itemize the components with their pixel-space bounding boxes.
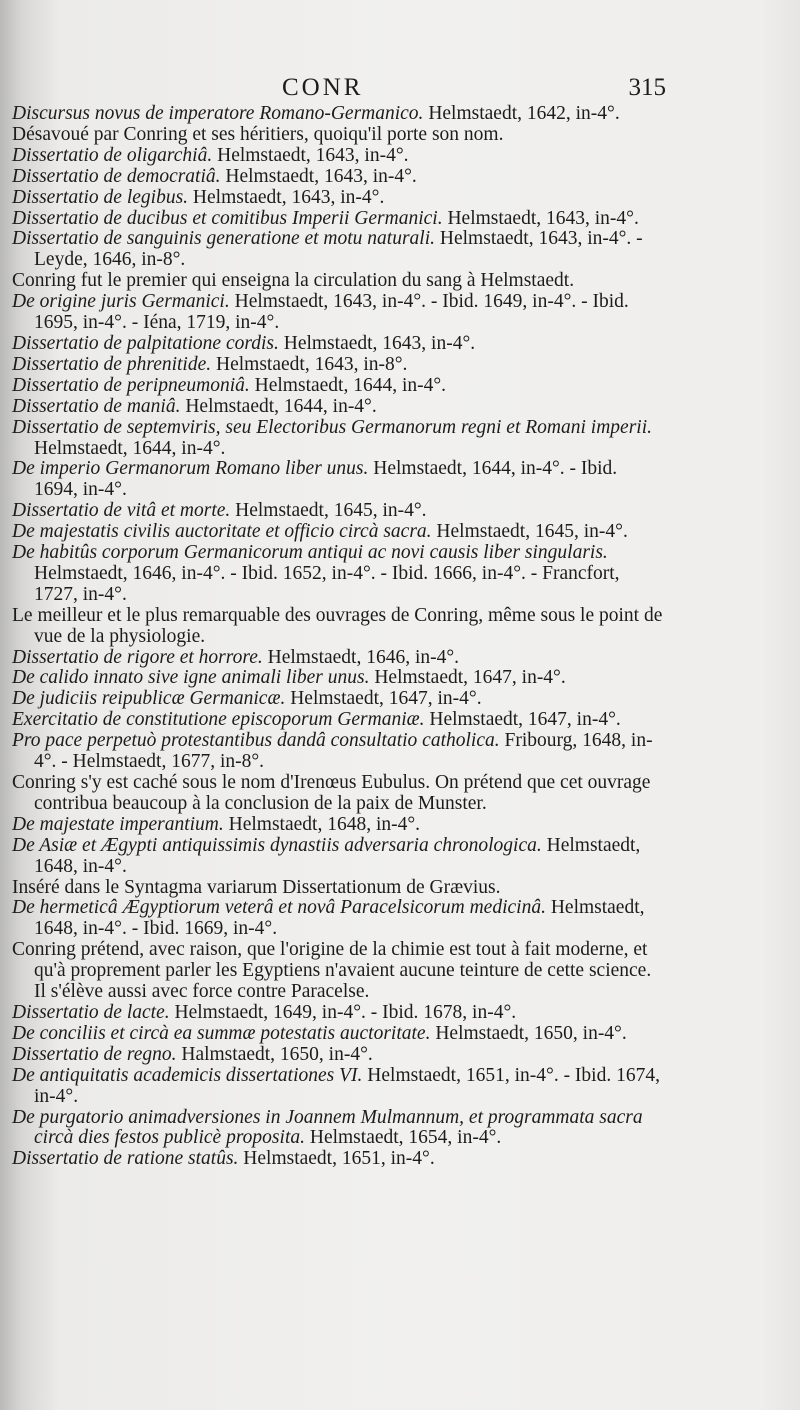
bibliography-entry bbox=[12, 543, 664, 606]
entry-details: Helmstaedt, 1647, in-4°. bbox=[285, 688, 482, 710]
bibliography-entry bbox=[12, 689, 664, 710]
bibliography-entry bbox=[12, 104, 664, 125]
entry-details: Helmstaedt, 1644, in-4°. - Ibid. 1694, in-4°. bbox=[34, 458, 618, 501]
entry-details: Le meilleur et le plus remarquable des ouvrages de Conring, même sous le point de vue de la physiologie. bbox=[12, 604, 663, 647]
bibliography-entry bbox=[12, 376, 664, 397]
entry-title: De calido innato sive igne animali liber unus. bbox=[12, 667, 370, 689]
entry-title: Dissertatio de peripneumoniâ. bbox=[12, 374, 250, 396]
entry-details: Helmstaedt, 1644, in-4°. bbox=[34, 437, 226, 459]
bibliography-list bbox=[12, 104, 664, 1170]
page-number: 315 bbox=[628, 74, 666, 101]
bibliography-entry bbox=[12, 334, 664, 355]
entry-details: Helmstaedt, 1648, in-4°. - Ibid. 1669, in-4°. bbox=[34, 897, 645, 940]
bibliography-entry bbox=[12, 292, 664, 334]
entry-title: Dissertatio de legibus. bbox=[12, 186, 189, 208]
bibliography-entry bbox=[12, 815, 664, 836]
entry-details: Helmstaedt, 1643, in-4°. bbox=[442, 207, 639, 229]
bibliography-entry bbox=[12, 188, 664, 209]
entry-details: Helmstaedt, 1647, in-4°. bbox=[369, 667, 566, 689]
bibliography-entry bbox=[12, 668, 664, 689]
entry-title: De imperio Germanorum Romano liber unus. bbox=[12, 458, 369, 480]
entry-details: Helmstaedt, 1647, in-4°. bbox=[424, 709, 621, 731]
entry-details: Helmstaedt, 1643, in-8°. bbox=[211, 353, 408, 375]
entry-title: De majestate imperantium. bbox=[12, 813, 224, 835]
entry-details: Helmstaedt, 1648, in-4°. bbox=[223, 813, 421, 835]
bibliography-entry bbox=[12, 1066, 664, 1108]
bibliography-entry bbox=[12, 1045, 664, 1066]
entry-details: Helmstaedt, 1644, in-4°. bbox=[249, 374, 447, 396]
bibliography-entry bbox=[12, 501, 664, 522]
entry-title: Dissertatio de lacte. bbox=[12, 1001, 170, 1023]
bibliography-entry bbox=[12, 648, 664, 669]
entry-title: De hermeticâ Ægyptiorum veterâ et novâ Paracelsicorum medicinâ. bbox=[12, 897, 546, 919]
bibliography-entry bbox=[12, 836, 664, 878]
entry-note bbox=[12, 606, 664, 648]
bibliography-entry bbox=[12, 731, 664, 773]
bibliography-entry bbox=[12, 397, 664, 418]
bibliography-entry bbox=[12, 355, 664, 376]
entry-title: Dissertatio de palpitatione cordis. bbox=[12, 332, 279, 354]
entry-title: Dissertatio de democratiâ. bbox=[12, 165, 221, 187]
entry-details: Helmstaedt, 1643, in-4°. bbox=[278, 332, 476, 354]
entry-details: Helmstaedt, 1643, in-4°. bbox=[188, 186, 385, 208]
entry-details: Helmstaedt, 1646, in-4°. bbox=[262, 646, 460, 668]
bibliography-entry bbox=[12, 1149, 664, 1170]
bibliography-entry bbox=[12, 146, 664, 167]
entry-details: Helmstaedt, 1646, in-4°. - Ibid. 1652, in-4°. - Ibid. 1666, in-4°. - Francfort, 1727, in-4°. bbox=[34, 562, 620, 605]
page-header bbox=[0, 74, 800, 106]
entry-details: Désavoué par Conring et ses héritiers, quoiqu'il porte son nom. bbox=[12, 123, 504, 145]
entry-title: De judiciis reipublicæ Germanicæ. bbox=[12, 688, 286, 710]
entry-details: Inséré dans le Syntagma variarum Dissertationum de Grævius. bbox=[12, 876, 501, 898]
entry-title: De origine juris Germanici. bbox=[12, 291, 230, 313]
entry-details: Helmstaedt, 1650, in-4°. bbox=[430, 1022, 627, 1044]
entry-details: Helmstaedt, 1645, in-4°. bbox=[230, 500, 427, 522]
entry-title: Dissertatio de sanguinis generatione et motu naturali. bbox=[12, 228, 436, 250]
entry-title: De conciliis et circà ea summæ potestatis auctoritate. bbox=[12, 1022, 431, 1044]
entry-note bbox=[12, 125, 664, 146]
entry-details: Helmstaedt, 1643, in-4°. - Ibid. 1649, in-4°. - Ibid. 1695, in-4°. - Iéna, 1719, in-4°. bbox=[34, 291, 629, 334]
entry-title: Dissertatio de ducibus et comitibus Imperii Germanici. bbox=[12, 207, 443, 229]
entry-details: Helmstaedt, 1644, in-4°. bbox=[180, 395, 377, 417]
entry-title: Dissertatio de septemviris, seu Electoribus Germanorum regni et Romani imperii. bbox=[12, 416, 652, 438]
entry-details: Helmstaedt, 1643, in-4°. - Leyde, 1646, in-8°. bbox=[34, 228, 643, 271]
entry-details: Helmstaedt, 1648, in-4°. bbox=[34, 834, 641, 877]
entry-details: Helmstaedt, 1645, in-4°. bbox=[431, 521, 628, 543]
entry-title: De purgatorio animadversiones in Joannem Mulmannum, et programmata sacra circà dies festos publicè proposita. bbox=[12, 1106, 643, 1149]
entry-details: Helmstaedt, 1654, in-4°. bbox=[304, 1127, 502, 1149]
bibliography-entry bbox=[12, 1003, 664, 1024]
entry-title: Dissertatio de regno. bbox=[12, 1043, 177, 1065]
entry-details: Helmstaedt, 1643, in-4°. bbox=[212, 144, 409, 166]
entry-title: Discursus novus de imperatore Romano-Germanico. bbox=[12, 103, 424, 124]
entry-title: Dissertatio de vitâ et morte. bbox=[12, 500, 231, 522]
entry-title: Dissertatio de rigore et horrore. bbox=[12, 646, 263, 668]
entry-title: De habitûs corporum Germanicorum antiqui ac novi causis liber singularis. bbox=[12, 542, 608, 564]
entry-details: Helmstaedt, 1651, in-4°. - Ibid. 1674, in-4°. bbox=[34, 1064, 660, 1107]
entry-title: Dissertatio de oligarchiâ. bbox=[12, 144, 213, 166]
entry-title: Pro pace perpetuò protestantibus dandâ consultatio catholica. bbox=[12, 730, 500, 752]
entry-details: Fribourg, 1648, in-4°. - Helmstaedt, 1677, in-8°. bbox=[34, 730, 653, 773]
bibliography-entry bbox=[12, 1108, 664, 1150]
entry-title: De antiquitatis academicis dissertationes VI. bbox=[12, 1064, 363, 1086]
entry-note bbox=[12, 271, 664, 292]
entry-details: Helmstaedt, 1643, in-4°. bbox=[220, 165, 417, 187]
bibliography-entry bbox=[12, 459, 664, 501]
entry-title: Dissertatio de ratione statûs. bbox=[12, 1148, 239, 1170]
bibliography-entry bbox=[12, 229, 664, 271]
entry-details: Conring fut le premier qui enseigna la circulation du sang à Helmstaedt. bbox=[12, 270, 575, 292]
running-title: CONR bbox=[282, 74, 364, 101]
bibliography-entry bbox=[12, 898, 664, 940]
entry-details: Helmstaedt, 1642, in-4°. bbox=[423, 103, 620, 124]
entry-details: Conring prétend, avec raison, que l'origine de la chimie est tout à fait moderne, et qu'à proprement parler les Egyptiens n'avaient aucune teinture de cette science. Il s'élève aussi avec force contre Paracelse. bbox=[12, 939, 652, 1003]
entry-details: Conring s'y est caché sous le nom d'Irenœus Eubulus. On prétend que cet ouvrage contribua beaucoup à la conclusion de la paix de Munster. bbox=[12, 772, 651, 814]
entry-title: Exercitatio de constitutione episcoporum Germaniæ. bbox=[12, 709, 425, 731]
entry-title: De majestatis civilis auctoritate et officio circà sacra. bbox=[12, 521, 432, 543]
entry-note bbox=[12, 940, 664, 1003]
bibliography-entry bbox=[12, 522, 664, 543]
bibliography-entry bbox=[12, 418, 664, 460]
bibliography-entry bbox=[12, 167, 664, 188]
entry-title: De Asiæ et Ægypti antiquissimis dynastiis adversaria chronologica. bbox=[12, 834, 542, 856]
bibliography-entry bbox=[12, 1024, 664, 1045]
entry-note bbox=[12, 773, 664, 815]
entry-details: Halmstaedt, 1650, in-4°. bbox=[176, 1043, 373, 1065]
entry-details: Helmstaedt, 1649, in-4°. - Ibid. 1678, in-4°. bbox=[169, 1001, 517, 1023]
bibliography-entry bbox=[12, 710, 664, 731]
entry-details: Helmstaedt, 1651, in-4°. bbox=[238, 1148, 435, 1170]
entry-title: Dissertatio de maniâ. bbox=[12, 395, 181, 417]
bibliography-entry bbox=[12, 209, 664, 230]
entry-title: Dissertatio de phrenitide. bbox=[12, 353, 212, 375]
entry-note bbox=[12, 878, 664, 899]
